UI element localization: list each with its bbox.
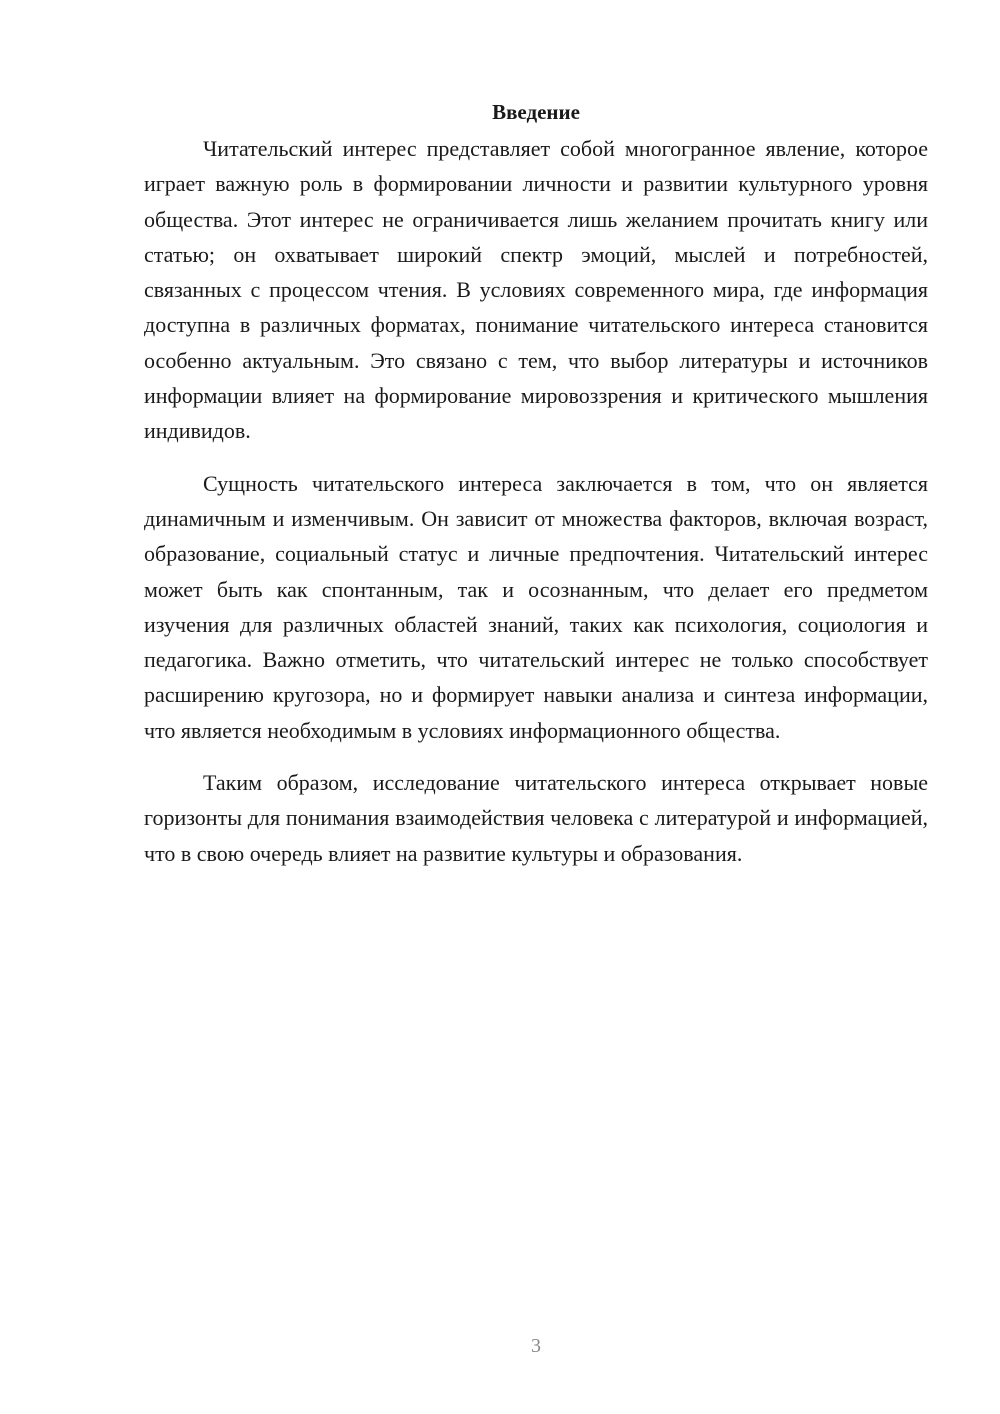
page-content xyxy=(144,94,928,888)
paragraph-3: Таким образом, исследование читательского интереса открывает новые горизонты для понимания взаимодействия человека с литературой и информацией, что в свою очередь влияет на развитие культуры и образования. xyxy=(144,770,928,866)
paragraph-2: Сущность читательского интереса заключается в том, что он является динамичным и изменчивым. Он зависит от множества факторов, включая возраст, образование, социальный статус и личные предпочтения. Читательский интерес может быть как спонтанным, так и осознанным, что делает его предметом изучения для различных областей знаний, таких как психология, социология и педагогика. Важно отметить, что читательский интерес не только способствует расширению кругозора, но и формирует навыки анализа и синтеза информации, что является необходимым в условиях информационного общества. xyxy=(144,470,928,743)
section-heading: Введение xyxy=(492,100,580,124)
paragraph-1: Читательский интерес представляет собой многогранное явление, которое играет важную роль в формировании личности и развитии культурного уровня общества. Этот интерес не ограничивается лишь желанием прочитать книгу или статью; он охватывает широкий спектр эмоций, мыслей и потребностей, связанных с процессом чтения. В условиях современного мира, где информация доступна в различных форматах, понимание читательского интереса становится особенно актуальным. Это связано с тем, что выбор литературы и источников информации влияет на формирование мировоззрения и критического мышления индивидов. xyxy=(144,136,928,444)
page-number: 3 xyxy=(531,1335,541,1357)
